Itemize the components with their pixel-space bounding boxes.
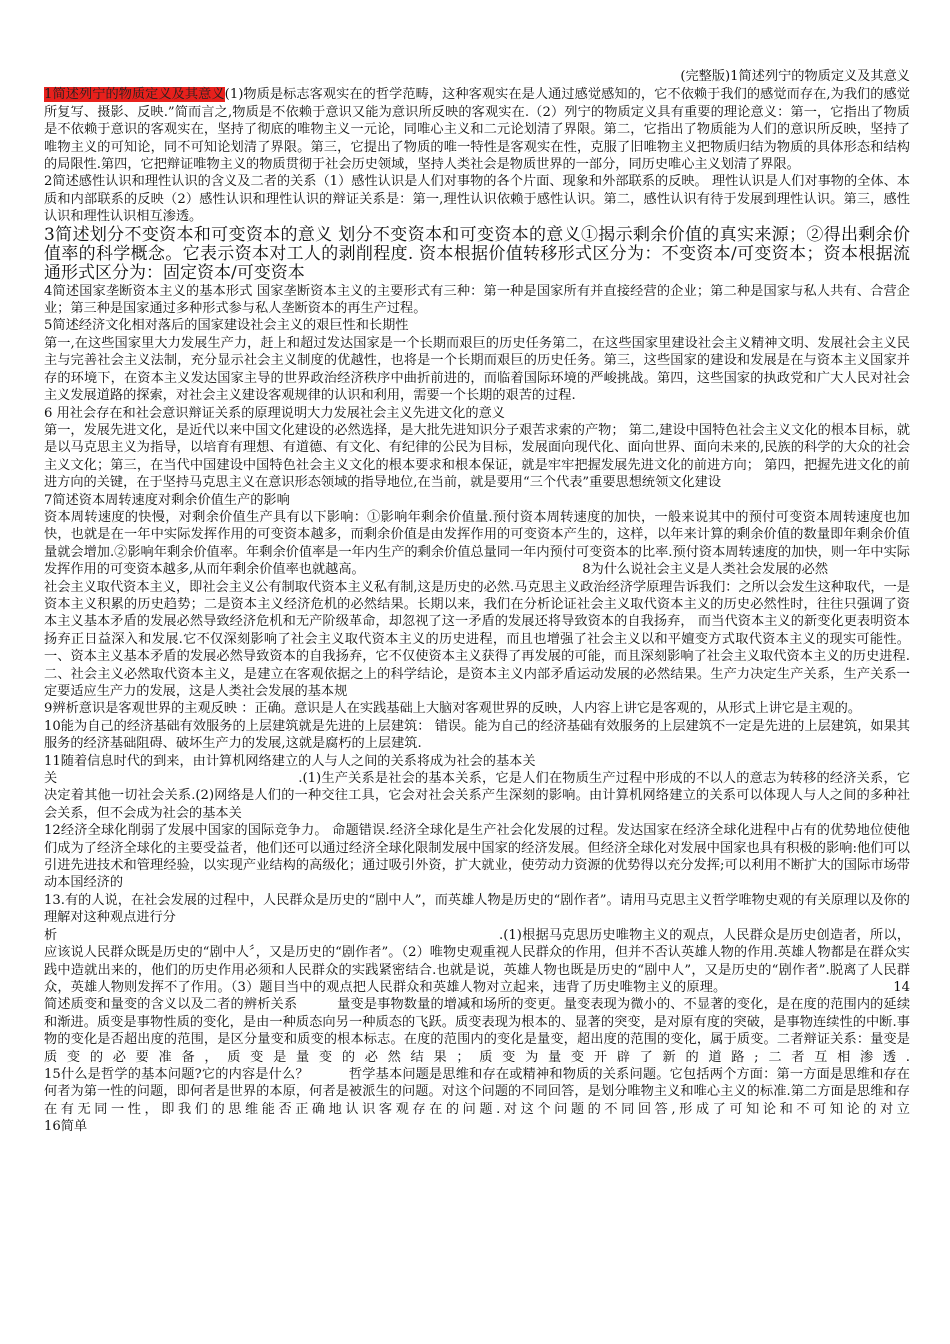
q8-body: 社会主义取代资本主义，即社会主义公有制取代资本主义私有制,这是历史的必然.马克思主义政治经济学原理告诉我们：之所以会发生这种取代，一是资本主义积累的历史趋势；二是资本主义经济危机的必然结果。长期以来，我们在分析论证社会主义取代资本主义的历史必然性时，往往只强调了资本主义基本矛盾的发展必然导致经济危机和无产阶级革命，却忽视了这一矛盾的发展还将导致资本的自我扬弃， 而当代资本主义的新变化更表明资本扬弃正日益深入和发展.它不仅深刻影响了社会主义取代资本主义的历史进程，而且也增强了社会主义以和平嬗变方式取代资本主义的现实可能性。一、资本主义基本矛盾的发展必然导致资本的自我扬弃，它不仅使资本主义获得了再发展的可能，而且深刻影响了社会主义取代资本主义的历史进程.二、社会主义必然取代资本主义，是建立在客观依据之上的科学结论，是资本主义内部矛盾运动发展的必然结果。生产力决定生产关系，生产关系一定要适应生产力的发展，这是人类社会发展的基本规 (44, 579, 910, 699)
q13-title-end: 析 (44, 927, 58, 943)
q1-highlighted-title: 1简述列宁的物质定义及其意义 (44, 87, 225, 103)
q1-body: (1)物质是标志客观实在的哲学范畴，这种客观实在是人通过感觉感知的，它不依赖于我们的感觉而存在,为我们的感觉所复写、摄影、反映.”简而言之,物质是不依赖于意识又能为意识所反映的客观实在.（2）列宁的物质定义具有重要的理论意义：第一，它指出了物质是不依赖于意识的客观实在，坚持了彻底的唯物主义一元论，同唯心主义和二元论划清了界限。第二，它指出了物质能为人们的意识所反映，坚持了唯物主义的可知论，同不可知论划清了界限。第三，它提出了物质的唯一特性是客观实在性，克服了旧唯物主义把物质归结为物质的具体形态和结构的局限性.第四，它把辩证唯物主义的物质贯彻于社会历史领域，坚持人类社会是物质世界的一部分，同历史唯心主义划清了界限。 (44, 87, 910, 173)
q5-body: 第一,在这些国家里大力发展生产力，赶上和超过发达国家是一个长期而艰巨的历史任务第二，在这些国家里建设社会主义精神文明、发展社会主义民主与完善社会主义法制，充分显示社会主义制度的优越性，也将是一个长期而艰巨的历史任务。第三，这些国家的建设和发展是在与资本主义国家并存的环境下，在资本主义发达国家主导的世界政治经济秩序中曲折前进的，而临着国际环境的严峻挑战。第四，这些国家的执政党和广大人民对社会主义发展道路的探索，对社会主义建设客观规律的认识和利用，需要一个长期的艰苦的过程. (44, 335, 910, 404)
q1-paragraph (44, 86, 910, 173)
q2-paragraph: 2简述感性认识和理性认识的含义及二者的关系（1）感性认识是人们对事物的各个片面、现象和外部联系的反映。 理性认识是人们对事物的全体、本质和内部联系的反映（2）感性认识和理性认识的辩证关系是：第一,理性认识依赖于感性认识。第二，感性认识有待于发展到理性认识。第三，感性认识和理性认识相互渗透。 (44, 174, 910, 225)
document (44, 68, 910, 1136)
q14-title: 14简述质变和量变的含义以及二者的辨析关系 (44, 979, 911, 1013)
q13-paragraph (44, 927, 910, 1136)
q6-body: 第一，发展先进文化，是近代以来中国文化建设的必然选择，是大批先进知识分子艰苦求索的产物； 第二,建设中国特色社会主义文化的根本目标，就是以马克思主义为指导，以培育有理想、有道德、有文化、有纪律的公民为目标，发展面向现代化、面向世界、面向未来的,民族的科学的大众的社会主义文化；第三，在当代中国建设中国特色社会主义文化的根本要求和根本保证，就是牢牢把握发展先进文化的前进方向； 第四，把握先进文化的前进方向的关键，在于坚持马克思主义在意识形态领域的指导地位,在当前，就是要用“三个代表”重要思想统领文化建设 (44, 422, 910, 491)
q13-body: .(1)根据马克思历史唯物主义的观点，人民群众是历史创造者，所以，应该说人民群众既是历史的“剧中人〞，又是历史的“剧作者”。（2）唯物史观重视人民群众的作用，但并不否认英雄人物的作用.英雄人物都是在群众实践中造就出来的，他们的历史作用必须和人民群众的实践紧密结合.也就是说，英雄人物也既是历史的“剧中人”，又是历史的“剧作者”.脱离了人民群众，英雄人物则发挥不了作用。（3）题目当中的观点把人民群众和英雄人物对立起来，违背了历史唯物主义的原理。 (44, 927, 911, 995)
q11-body: .(1)生产关系是社会的基本关系，它是人们在物质生产过程中形成的不以人的意志为转移的经济关系，它决定着其他一切社会关系.(2)网络是人们的一种交往工具，它会对社会关系产生深刻的影响。由计算机网络建立的关系可以体现人与人之间的多种社会关系，但不会成为社会的基本关 (44, 771, 911, 821)
document-header: (完整版)1简述列宁的物质定义及其意义 (680, 69, 910, 84)
q7-body: 资本周转速度的快慢，对剩余价值生产具有以下影响：①影响年剩余价值量.预付资本周转速度的加快，一般来说其中的预付可变资本周转速度也加快，也就是在一年中实际发挥作用的可变资本越多，而剩余价值是由发挥作用的可变资本产生的，这样，以年来计算的剩余价值的数量即年剩余价值量就会增加.②影响年剩余价值率。年剩余价值率是一年内生产的剩余价值总量同一年内预付可变资本的比率.预付资本周转速度的加快，则一年中实际发挥作用的可变资本越多,从而年剩余价值率也就越高。 (44, 509, 910, 578)
q6-title: 6 用社会存在和社会意识辩证关系的原理说明大力发展社会主义先进文化的意义 (44, 405, 505, 421)
q11-title-end: 关 (44, 771, 58, 787)
q15-title: 15什么是哲学的基本问题?它的内容是什么？ (44, 1066, 309, 1082)
q16-start: 16简单 (44, 1119, 88, 1135)
q10-paragraph: 10能为自己的经济基础有效服务的上层建筑就是先进的上层建筑： 错误。能为自己的经济基础有效服务的上层建筑不一定是先进的上层建筑，如果其服务的经济基础阻碍、破坏生产力的发展,这就是腐朽的上层建筑. (44, 718, 910, 752)
q5-title: 5简述经济文化相对落后的国家建设社会主义的艰巨性和长期性 (44, 318, 409, 334)
q3-paragraph: 3简述划分不变资本和可变资本的意义 划分不变资本和可变资本的意义①揭示剩余价值的真实来源；②得出剩余价值率的科学概念。它表示资本对工人的剥削程度. 资本根据价值转移形式区分为：不变资本/可变资本；资本根据流通形式区分为：固定资本/可变资本 (44, 224, 910, 283)
q11-paragraph (44, 770, 910, 822)
q9-paragraph: 9辨析意识是客观世界的主观反映 ：正确。意识是人在实践基础上大脑对客观世界的反映，人内容上讲它是客观的，从形式上讲它是主观的。 (44, 701, 862, 717)
q7-paragraph (44, 509, 910, 579)
q15-body: 哲学基本问题是思维和存在或精神和物质的关系问题。它包括两个方面：第一方面是思维和存在何者为第一性的问题，即何者是世界的本原，何者是被派生的问题。对这个问题的不同回答，是划分唯物主义和唯心主义的标准.第二方面是思维和存在有无同一性，即我们的思维能否正确地认识客观存在的问题.对这个问题的不同回答,形成了可知论和不可知论的对立 (44, 1066, 910, 1117)
q14-body: 量变是事物数量的增减和场所的变更。量变表现为微小的、不显著的变化，是在度的范围内的延续和渐进。质变是事物性质的变化，是由一种质态向另一种质态的飞跃。质变表现为根本的、显著的突变，是对原有度的突破，是事物连续性的中断.事物的变化是否超出度的范围，是区分量变和质变的根本标志。在度的范围内的变化是量变，超出度的范围的变化，属于质变。二者辩证关系：量变是质变的必要准备，质变是量变的必然结果；质变为量变开辟了新的道路;二者互相渗透. (44, 997, 911, 1065)
q11-title: 11随着信息时代的到来，由计算机网络建立的人与人之间的关系将成为社会的基本关 (44, 753, 536, 769)
q4-paragraph: 4简述国家垄断资本主义的基本形式 国家垄断资本主义的主要形式有三种：第一种是国家所有并直接经营的企业；第二种是国家与私人共有、合营企业；第三种是国家通过多种形式参与私人垄断资本的再生产过程。 (44, 283, 910, 317)
q7-title: 7简述资本周转速度对剩余价值生产的影响 (44, 492, 290, 508)
q8-title: 8为什么说社会主义是人类社会发展的必然 (582, 562, 829, 578)
q13-title: 13.有的人说，在社会发展的过程中，人民群众是历史的“剧中人”，而英雄人物是历史的“剧作者”。请用马克思主义哲学唯物史观的有关原理以及你的理解对这种观点进行分 (44, 892, 910, 926)
q12-paragraph: 12经济全球化削弱了发展中国家的国际竞争力。 命题错误.经济全球化是生产社会化发展的过程。发达国家在经济全球化进程中占有的优势地位使他们成为了经济全球化的主要受益者，他们还可以通过经济全球化限制发展中国家的经济发展。但经济全球化对发展中国家也具有积极的影响:他们可以引进先进技术和管理经验，以实现产业结构的高级化；通过吸引外资，扩大就业，使劳动力资源的优势得以充分发挥;可以利用不断扩大的国际市场带动本国经济的 (44, 823, 910, 891)
